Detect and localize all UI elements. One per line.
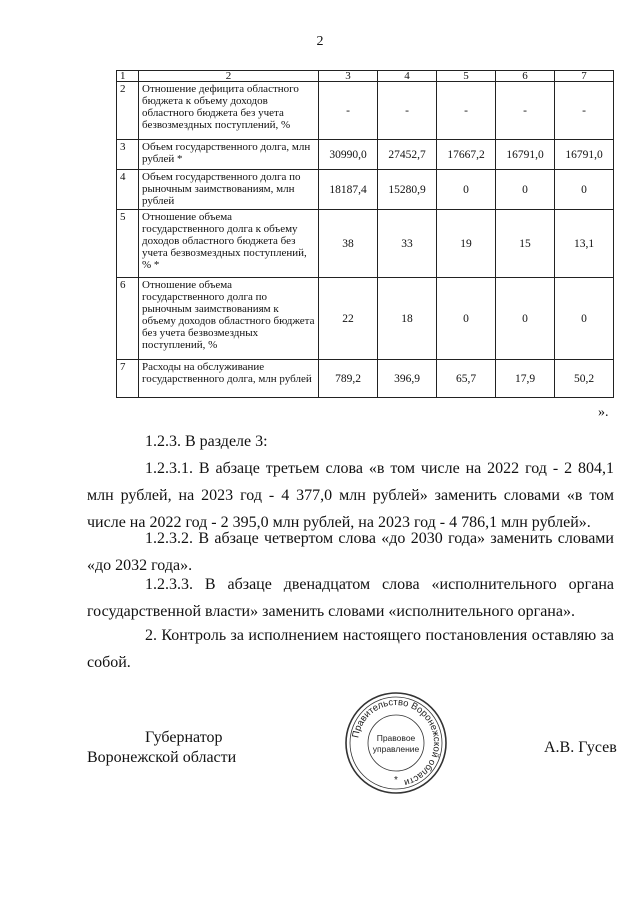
- signer-title-line2: Воронежской области: [87, 749, 237, 766]
- cell-value: 65,7: [437, 360, 496, 398]
- column-header: 7: [555, 71, 614, 82]
- row-index: 3: [117, 140, 139, 170]
- closing-quote-mark: ».: [598, 405, 609, 420]
- paragraph-1-2-3-1: 1.2.3.1. В абзаце третьем слова «в том числе на 2022 год - 2 804,1 млн рублей, на 2023 год - 4 377,0 млн рублей» заменить словами «в том числе на 2022 год - 2 395,0 млн рублей, на 2023 год - 4 786,1 млн рублей».: [87, 460, 614, 531]
- cell-value: 16791,0: [555, 140, 614, 170]
- cell-value: 17,9: [496, 360, 555, 398]
- row-label: Отношение дефицита областного бюджета к объему доходов областного бюджета без учета безвозмездных поступлений, %: [139, 82, 319, 140]
- table-row: [117, 360, 614, 398]
- table-row: [117, 210, 614, 278]
- cell-value: 0: [555, 278, 614, 360]
- paragraph-1-2-3-2: 1.2.3.2. В абзаце четвертом слова «до 2030 года» заменить словами «до 2032 года».: [87, 530, 614, 574]
- stamp-center-line2: управление: [372, 744, 420, 754]
- cell-value: 19: [437, 210, 496, 278]
- cell-value: 30990,0: [319, 140, 378, 170]
- paragraph-1-2-3: 1.2.3. В разделе 3:: [145, 433, 268, 450]
- debt-indicators-table: [116, 70, 614, 398]
- stamp-ring-text: Правительство Воронежской области: [350, 696, 443, 789]
- cell-value: 33: [378, 210, 437, 278]
- stamp-star: *: [394, 775, 398, 786]
- table-header-row: [117, 71, 614, 82]
- official-stamp: [344, 691, 448, 795]
- cell-value: 50,2: [555, 360, 614, 398]
- table-row: [117, 170, 614, 210]
- table-row: [117, 140, 614, 170]
- row-index: 5: [117, 210, 139, 278]
- row-label: Расходы на обслуживание государственного долга, млн рублей: [139, 360, 319, 398]
- signer-title: [87, 728, 236, 768]
- cell-value: -: [319, 82, 378, 140]
- cell-value: -: [378, 82, 437, 140]
- table-row: [117, 82, 614, 140]
- page-number: 2: [316, 34, 324, 49]
- cell-value: 16791,0: [496, 140, 555, 170]
- cell-value: -: [496, 82, 555, 140]
- cell-value: 27452,7: [378, 140, 437, 170]
- column-header: 4: [378, 71, 437, 82]
- row-label: Объем государственного долга, млн рублей *: [139, 140, 319, 170]
- cell-value: 0: [437, 170, 496, 210]
- cell-value: 18187,4: [319, 170, 378, 210]
- cell-value: 0: [496, 170, 555, 210]
- paragraph-1-2-3-3: 1.2.3.3. В абзаце двенадцатом слова «исполнительного органа государственной власти» заменить словами «исполнительного органа».: [87, 576, 614, 620]
- column-header: 2: [139, 71, 319, 82]
- cell-value: 0: [555, 170, 614, 210]
- cell-value: -: [555, 82, 614, 140]
- cell-value: 0: [437, 278, 496, 360]
- column-header: 6: [496, 71, 555, 82]
- row-index: 2: [117, 82, 139, 140]
- cell-value: 0: [496, 278, 555, 360]
- cell-value: 15280,9: [378, 170, 437, 210]
- paragraph-2-control: 2. Контроль за исполнением настоящего постановления оставляю за собой.: [87, 627, 614, 671]
- row-index: 7: [117, 360, 139, 398]
- row-index: 6: [117, 278, 139, 360]
- cell-value: 15: [496, 210, 555, 278]
- table-row: [117, 278, 614, 360]
- cell-value: 13,1: [555, 210, 614, 278]
- row-label: Отношение объема государственного долга по рыночным заимствованиям к объему доходов областного бюджета без учета безвозмездных поступлений, %: [139, 278, 319, 360]
- cell-value: 396,9: [378, 360, 437, 398]
- cell-value: 38: [319, 210, 378, 278]
- cell-value: 18: [378, 278, 437, 360]
- column-header: 1: [117, 71, 139, 82]
- column-header: 5: [437, 71, 496, 82]
- row-label: Объем государственного долга по рыночным заимствованиям, млн рублей: [139, 170, 319, 210]
- cell-value: 789,2: [319, 360, 378, 398]
- signer-title-line1: Губернатор: [145, 729, 223, 746]
- signer-name: А.В. Гусев: [544, 739, 617, 756]
- row-index: 4: [117, 170, 139, 210]
- column-header: 3: [319, 71, 378, 82]
- cell-value: 22: [319, 278, 378, 360]
- stamp-center-line1: Правовое: [376, 733, 416, 743]
- cell-value: 17667,2: [437, 140, 496, 170]
- cell-value: -: [437, 82, 496, 140]
- row-label: Отношение объема государственного долга к объему доходов областного бюджета без учета безвозмездных поступлений, % *: [139, 210, 319, 278]
